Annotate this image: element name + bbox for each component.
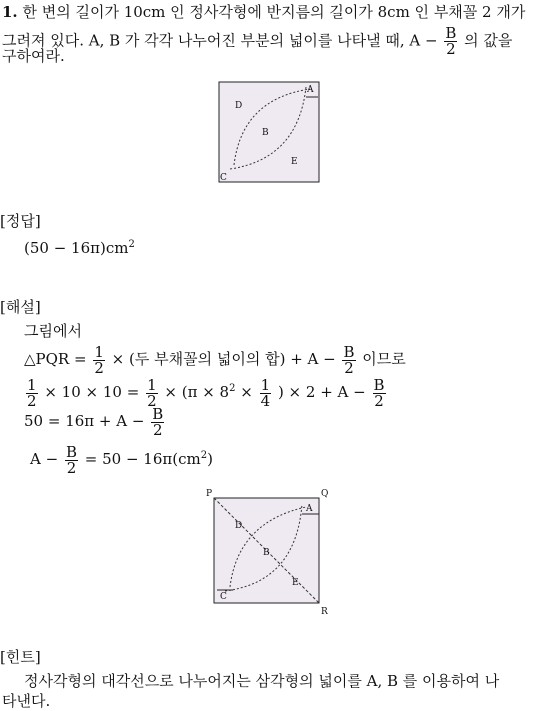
problem-text-1: 한 변의 길이가 10cm 인 정사각형에 반지름의 길이가 8cm 인 부채꼴 2 개가	[22, 3, 526, 21]
fig2-label-D: D	[235, 521, 243, 531]
fig2-label-Q: Q	[321, 489, 329, 499]
hint-line-2: 타낸다.	[2, 692, 51, 710]
solution-step-2: $\frac{1}{2}$ × 10 × 10 = $\frac{1}{2}$ × ($\pi \times 8^2$ × $\frac{1}{4}$ ) × 2 + A − $\frac{B}{2}$	[27, 375, 385, 410]
solution-step-4: A − $\frac{B}{2}$ = $50 - 16\pi(cm^2)$	[30, 442, 213, 477]
fig2-label-R: R	[321, 607, 328, 617]
solution-step-3: 50 = 16π + A − $\frac{B}{2}$	[24, 404, 164, 439]
problem-line-2	[2, 26, 512, 57]
answer-header: [정답]	[0, 212, 41, 230]
fig1-label-B: B	[262, 128, 269, 138]
problem-text-2a: 그려져 있다. A, B 가 각각 나누어진 부분의 넓이를 나타낼 때, A −	[2, 31, 438, 50]
solution-intro: 그림에서	[24, 322, 82, 340]
problem-line-3: 구하여라.	[2, 47, 65, 65]
figure-2-square	[203, 487, 333, 617]
fig2-label-B: B	[263, 548, 270, 558]
hint-header: [힌트]	[0, 648, 41, 666]
problem-number: 1.	[2, 3, 18, 21]
fig1-label-C: C	[220, 173, 227, 183]
problem-text-2b: 의 값을	[464, 31, 513, 50]
fig2-label-E: E	[292, 578, 299, 588]
fig2-label-A: A	[306, 504, 313, 514]
fig2-label-P: P	[206, 489, 213, 499]
answer-value: $(50 - 16\pi)cm^2$	[24, 239, 135, 257]
problem-line-1	[2, 2, 525, 22]
fig1-label-D: D	[235, 101, 243, 111]
figure-1-square	[214, 79, 324, 189]
fig1-label-A: A	[307, 85, 314, 95]
solution-header: [해설]	[0, 298, 41, 316]
hint-line-1: 정사각형의 대각선으로 나누어지는 삼각형의 넓이를 A, B 를 이용하여 나	[24, 672, 500, 690]
fig1-label-E: E	[291, 157, 298, 167]
solution-step-1: △PQR = $\frac{1}{2}$ × (두 부채꼴의 넓이의 합) + A − $\frac{B}{2}$ 이므로	[24, 342, 406, 377]
problem-fraction: $\frac{B}{2}$	[445, 24, 457, 58]
fig2-label-C: C	[220, 592, 227, 602]
